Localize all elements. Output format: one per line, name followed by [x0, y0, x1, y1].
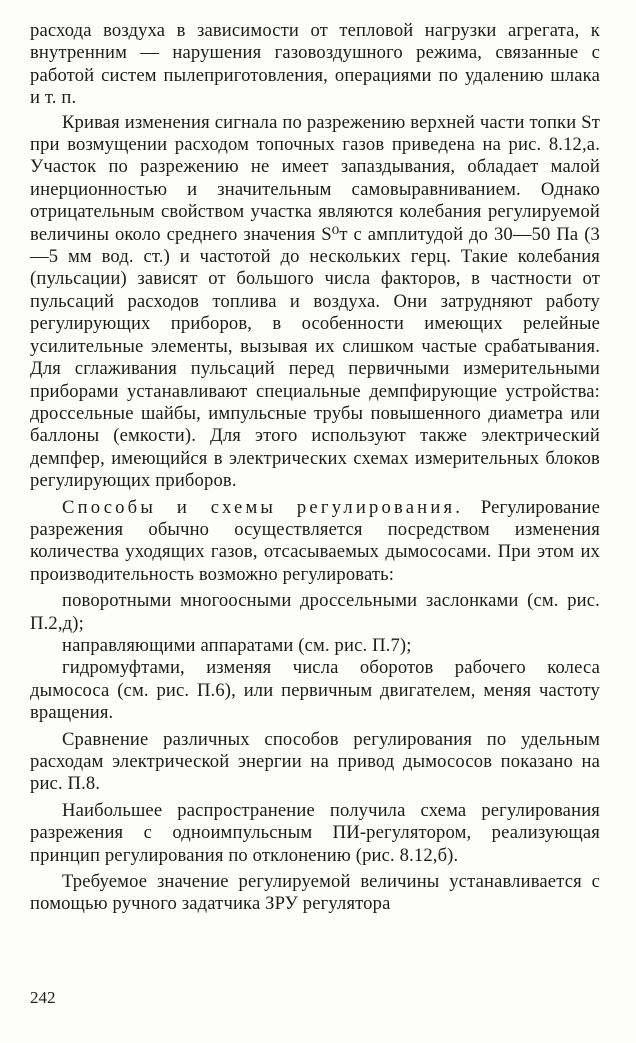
page-text [30, 20, 600, 916]
paragraph-6: Требуемое значение регулируемой величины устанавливается с помощью ручного задатчика ЗРУ регулятора [30, 871, 600, 915]
section-heading: Способы и схемы регулирования. [62, 496, 464, 518]
list-item-3: гидромуфтами, изменяя числа оборотов рабочего колеса дымососа (см. рис. П.6), или первичным двигателем, меняя частоту вращения. [30, 657, 600, 724]
paragraph-3-body: Регулирование разрежения обычно осуществляется посредством изменения количества уходящих газов, отсасываемых дымососами. При этом их производительность возможно регулировать: [30, 496, 601, 585]
paragraph-5: Наибольшее распространение получила схема регулирования разрежения с одноимпульсным ПИ-регулятором, реализующая принцип регулирования по отклонению (рис. 8.12,б). [30, 799, 600, 866]
page-number: 242 [30, 988, 56, 1007]
paragraph-2: Кривая изменения сигнала по разрежению верхней части топки Sт при возмущении расходом топочных газов приведена на рис. 8.12,а. Участок по разрежению не имеет запаздывания, обладает малой инерционностью и значительным самовыравниванием. Однако отрицательным свойством участка являются колебания регулируемой величины около среднего значения S⁰т с амплитудой до 30—50 Па (3—5 мм вод. ст.) и частотой до нескольких герц. Такие колебания (пульсации) зависят от большого числа факторов, в частности от пульсаций расходов топлива и воздуха. Они затрудняют работу регулирующих приборов, в особенности имеющих релейные усилительные элементы, вызывая их слишком частые срабатывания. Для сглаживания пульсаций перед первичными измерительными приборами устанавливают специальные демпфирующие устройства: дроссельные шайбы, импульсные трубы повышенного диаметра или баллоны (емкости). Для этого используют также электрический демпфер, имеющийся в электрических схемах измерительных блоков регулирующих приборов. [30, 111, 600, 492]
list-item-2: направляющими аппаратами (см. рис. П.7); [62, 634, 412, 656]
paragraph-4: Сравнение различных способов регулирования по удельным расходам электрической энергии на привод дымососов показано на рис. П.8. [30, 728, 600, 795]
paragraph-1: расхода воздуха в зависимости от тепловой нагрузки агрегата, к внутренним — нарушения газовоздушного режима, связанные с работой систем пылеприготовления, операциями по удалению шлака и т. п. [30, 20, 600, 109]
list-item-1: поворотными многоосными дроссельными заслонками (см. рис. П.2,д); [30, 590, 600, 634]
paragraph-3 [30, 497, 600, 587]
